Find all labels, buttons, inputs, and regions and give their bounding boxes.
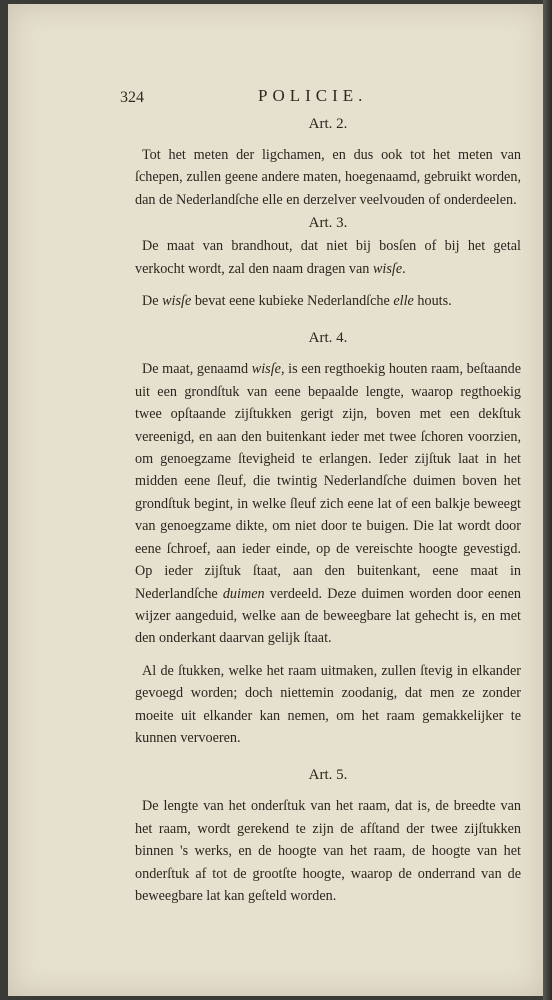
article-3: [135, 211, 521, 312]
article-heading: Art. 2.: [308, 116, 348, 132]
paragraph: Tot het meten der ligchamen, en dus ook tot het meten van ſchepen, zullen geene andere maten, hoegenaamd, gebruikt worden, dan de Nederlandſche elle en derzelver veelvouden of onderdeelen.: [135, 147, 521, 208]
article-heading: Art. 3.: [308, 215, 348, 232]
article-4: [135, 326, 521, 749]
paragraph: De maat, genaamd wisſe, is een regthoekig houten raam, beſtaande uit een grondſtuk van eene bepaalde lengte, waarop regthoekig twee opſtaande zijſtukken gerigt zijn, boven met een dekſtuk vereenigd, en aan den buitenkant ieder met twee ſchoren voorzien, om genoegzame ſtevigheid te erlangen. Ieder zijſtuk laat in het midden eene ſleuf, die twintig Nederlandſche duimen boven het grondſtuk begint, in welke ſleuf zich eene lat of een balkje beweegt van genoegzame dikte, om niet door te buigen. Die lat wordt door eene ſchroef, aan ieder einde, op de vereischte hoogte gevestigd. Op ieder zijſtuk ſtaat, aan den buitenkant, eene maat in Nederlandſche duimen verdeeld. Deze duimen worden door eenen wijzer aangeduid, welke aan de beweegbare lat gehecht is, en met den onderkant daarvan gelijk ſtaat.: [135, 361, 521, 647]
paragraph: De wisſe bevat eene kubieke Nederlandſche elle houts.: [142, 293, 452, 310]
page-header: [110, 86, 510, 110]
page-body: [135, 112, 521, 907]
page-number: 324: [120, 89, 144, 106]
article-5: [135, 763, 521, 907]
article-heading: Art. 5.: [308, 767, 348, 784]
paragraph: Al de ſtukken, welke het raam uitmaken, zullen ſtevig in elkander gevoegd worden; doch niettemin zoodanig, dat men ze zonder moeite uit elkander kan nemen, om het raam gemakkelijker te kunnen vervoeren.: [135, 662, 521, 746]
book-spine-edge: [543, 0, 552, 1000]
article-2: [135, 112, 521, 211]
article-heading: Art. 4.: [308, 330, 348, 347]
running-title: POLICIE.: [258, 86, 368, 105]
paragraph: De lengte van het onderſtuk van het raam, dat is, de breedte van het raam, wordt gerekend te zijn de afſtand der twee zijſtukken binnen 's werks, en de hoogte van het raam, de hoogte van het onderſtuk af tot de grootſte hoogte, waarop de onderrand van de beweegbare lat kan geſteld worden.: [135, 798, 521, 904]
paragraph: De maat van brandhout, dat niet bij bosſen of bij het getal verkocht wordt, zal den naam dragen van wisſe.: [135, 238, 521, 277]
